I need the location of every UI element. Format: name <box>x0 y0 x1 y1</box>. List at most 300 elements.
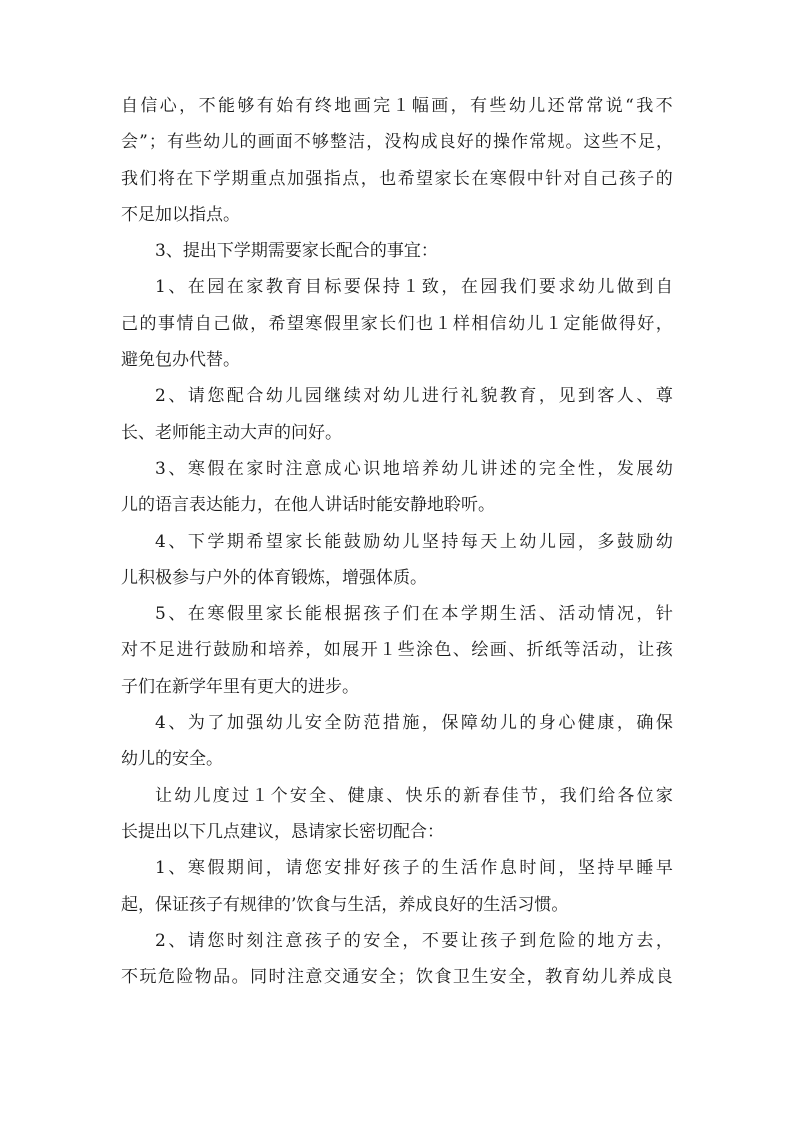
glyph: 保 <box>655 713 673 734</box>
paragraph-line <box>121 415 673 451</box>
glyph: 长 <box>452 168 470 189</box>
glyph: 纸 <box>545 640 563 661</box>
glyph: 孩 <box>382 858 400 879</box>
glyph: 身 <box>538 713 556 734</box>
glyph: 不 <box>121 967 138 988</box>
glyph: 画 <box>257 132 275 153</box>
glyph: 能 <box>581 313 599 334</box>
glyph: 开 <box>360 640 378 661</box>
glyph: 幼 <box>508 313 526 334</box>
glyph: 安 <box>324 858 342 879</box>
glyph: 措 <box>382 713 400 734</box>
glyph: １ <box>434 313 452 334</box>
glyph: 长 <box>304 531 322 552</box>
glyph: 对 <box>121 640 138 661</box>
line-text: 长提出以下几点建议，恳请家长密切配合： <box>121 821 444 842</box>
glyph: 全 <box>379 967 397 988</box>
glyph: 全 <box>324 713 342 734</box>
glyph: 画 <box>489 640 507 661</box>
glyph: 们 <box>578 785 596 806</box>
line-text: 3、提出下学期需要家长配合的事宜： <box>155 241 438 262</box>
glyph: 幼 <box>382 386 400 407</box>
glyph: 不 <box>139 640 157 661</box>
glyph: 有 <box>167 132 185 153</box>
paragraph-line <box>121 741 673 777</box>
glyph: 4 <box>155 713 166 734</box>
glyph: 见 <box>558 386 576 407</box>
paragraph-line <box>121 959 673 995</box>
glyph: 期 <box>226 858 244 879</box>
glyph: 的 <box>443 785 461 806</box>
glyph: 励 <box>231 640 249 661</box>
glyph: 全 <box>382 930 400 951</box>
glyph: 绘 <box>471 640 489 661</box>
glyph: 孩 <box>480 930 498 951</box>
line-text: 长、老师能主动大声的问好。 <box>121 422 342 443</box>
glyph: 、 <box>168 858 186 879</box>
glyph: 做 <box>600 313 618 334</box>
glyph: 规 <box>547 132 565 153</box>
glyph: 始 <box>276 96 294 116</box>
glyph: 到 <box>636 277 654 298</box>
glyph: 面 <box>275 132 293 153</box>
glyph: 希 <box>246 531 264 552</box>
line-text <box>121 632 673 668</box>
glyph: 好 <box>637 313 655 334</box>
glyph: 睡 <box>636 858 654 879</box>
glyph: 3 <box>155 458 166 479</box>
glyph: 持 <box>382 277 400 298</box>
glyph: ， <box>402 930 420 951</box>
glyph: 假 <box>207 858 225 879</box>
glyph: 学 <box>460 604 478 625</box>
glyph: 儿 <box>528 96 546 116</box>
glyph: “ <box>625 96 634 116</box>
glyph: 如 <box>323 640 341 661</box>
glyph: ” <box>139 132 148 153</box>
glyph: 坚 <box>421 531 439 552</box>
glyph: 况 <box>616 604 634 625</box>
paragraph-line <box>121 705 673 741</box>
glyph: 安 <box>363 930 381 951</box>
paragraph-line <box>121 378 673 414</box>
glyph: 早 <box>616 858 634 879</box>
glyph: 行 <box>194 640 212 661</box>
glyph: 食 <box>434 967 452 988</box>
glyph: １ <box>392 96 410 116</box>
glyph: 教 <box>499 386 517 407</box>
glyph: 了 <box>207 713 225 734</box>
paragraph-line <box>121 161 673 197</box>
glyph: 范 <box>363 713 381 734</box>
glyph: 家 <box>360 313 378 334</box>
glyph: 在 <box>460 277 478 298</box>
glyph: 间 <box>538 858 556 879</box>
glyph: 不 <box>198 96 216 116</box>
glyph: 活 <box>558 604 576 625</box>
glyph: 物 <box>194 967 212 988</box>
glyph: 、 <box>508 640 526 661</box>
glyph: 能 <box>304 604 322 625</box>
glyph: 每 <box>460 531 478 552</box>
glyph: 有 <box>470 96 488 116</box>
paragraph-line <box>121 306 673 342</box>
glyph: 心 <box>558 713 576 734</box>
glyph: 要 <box>538 277 556 298</box>
glyph: １ <box>379 640 397 661</box>
line-text: 幼儿的安全。 <box>121 749 223 770</box>
glyph: 识 <box>363 458 381 479</box>
glyph: 标 <box>324 277 342 298</box>
glyph: 的 <box>519 458 537 479</box>
glyph: 人 <box>616 386 634 407</box>
glyph: 们 <box>519 277 537 298</box>
glyph: 下 <box>194 168 212 189</box>
paragraph-line <box>121 233 673 269</box>
glyph: 障 <box>460 713 478 734</box>
glyph: 折 <box>526 640 544 661</box>
glyph: 家 <box>285 531 303 552</box>
line-text: 儿的语言表达能力，在他人讲话时能安静地聆听。 <box>121 495 495 516</box>
glyph: 客 <box>597 386 615 407</box>
glyph: 生 <box>471 967 489 988</box>
glyph: 强 <box>246 713 264 734</box>
glyph: 在 <box>226 458 244 479</box>
glyph: 性 <box>577 458 595 479</box>
glyph: 构 <box>402 132 420 153</box>
glyph: 幼 <box>508 96 526 116</box>
glyph: 在 <box>471 168 489 189</box>
glyph: 自 <box>655 277 673 298</box>
glyph: 自 <box>581 168 599 189</box>
glyph: 危 <box>538 930 556 951</box>
glyph: 望 <box>265 531 283 552</box>
glyph: 请 <box>285 858 303 879</box>
glyph: 常 <box>529 132 547 153</box>
glyph: 幼 <box>577 277 595 298</box>
glyph: 自 <box>194 313 212 334</box>
glyph: 目 <box>304 277 322 298</box>
paragraph-line <box>121 778 673 814</box>
glyph: 里 <box>246 604 264 625</box>
glyph: 涂 <box>416 640 433 661</box>
line-text <box>121 306 673 342</box>
glyph: 礼 <box>460 386 478 407</box>
glyph: 注 <box>285 458 303 479</box>
glyph: 长 <box>379 313 397 334</box>
glyph: 生 <box>441 858 459 879</box>
glyph: ， <box>538 386 556 407</box>
glyph: 活 <box>460 858 478 879</box>
glyph: 康 <box>366 785 384 806</box>
paragraph-line <box>121 524 673 560</box>
glyph: 您 <box>304 858 322 879</box>
glyph: 、 <box>168 386 186 407</box>
glyph: 等 <box>563 640 581 661</box>
glyph: 2 <box>155 930 166 951</box>
glyph: 过 <box>232 785 250 806</box>
glyph: 持 <box>441 531 459 552</box>
paragraph-line <box>121 669 673 705</box>
glyph: 幼 <box>519 531 537 552</box>
glyph: 能 <box>217 96 235 116</box>
glyph: 2 <box>155 386 166 407</box>
glyph: 教 <box>545 967 563 988</box>
glyph: 加 <box>226 713 244 734</box>
glyph: 相 <box>471 313 489 334</box>
glyph: 操 <box>493 132 510 153</box>
glyph: 地 <box>597 930 615 951</box>
glyph: 些 <box>489 96 507 116</box>
glyph: 寒 <box>207 604 225 625</box>
line-text: 不足加以指点。 <box>121 204 240 225</box>
glyph: 终 <box>314 96 332 116</box>
glyph: 在 <box>187 277 205 298</box>
glyph: 够 <box>237 96 255 116</box>
glyph: 个 <box>270 785 288 806</box>
glyph: 们 <box>397 313 415 334</box>
glyph: 貌 <box>480 386 498 407</box>
glyph: 时 <box>519 858 537 879</box>
glyph: 作 <box>480 858 498 879</box>
glyph: 间 <box>246 858 264 879</box>
glyph: 点 <box>342 168 360 189</box>
glyph: 孩 <box>618 168 636 189</box>
glyph: ， <box>526 967 544 988</box>
glyph: 、 <box>168 930 186 951</box>
glyph: 对 <box>563 168 581 189</box>
glyph: 寒 <box>187 858 205 879</box>
glyph: 将 <box>157 168 175 189</box>
glyph: 儿 <box>285 386 303 407</box>
glyph: 意 <box>304 458 322 479</box>
glyph: 在 <box>187 604 205 625</box>
glyph: ， <box>577 531 595 552</box>
line-text <box>155 850 673 886</box>
glyph: ， <box>360 168 378 189</box>
glyph: 重 <box>250 168 268 189</box>
glyph: 指 <box>323 168 341 189</box>
glyph: 学 <box>213 168 231 189</box>
glyph: 子 <box>324 930 342 951</box>
glyph: 到 <box>519 930 537 951</box>
paragraph-line <box>121 269 673 305</box>
glyph: 合 <box>246 386 264 407</box>
glyph: 子 <box>637 168 655 189</box>
glyph: 育 <box>285 277 303 298</box>
glyph: 时 <box>265 458 283 479</box>
glyph: 幅 <box>411 96 429 116</box>
glyph: 中 <box>526 168 544 189</box>
glyph: 5 <box>155 604 166 625</box>
glyph: 配 <box>226 386 244 407</box>
glyph: 信 <box>489 313 507 334</box>
glyph: 有 <box>295 96 313 116</box>
glyph: 进 <box>421 386 439 407</box>
glyph: 针 <box>655 604 673 625</box>
glyph: 让 <box>637 640 655 661</box>
glyph: 各 <box>617 785 635 806</box>
glyph: 让 <box>155 785 172 806</box>
glyph: 险 <box>558 930 576 951</box>
glyph: 色 <box>434 640 452 661</box>
glyph: 家 <box>655 785 673 806</box>
line-text <box>121 124 673 160</box>
glyph: 保 <box>441 713 459 734</box>
glyph: １ <box>545 313 563 334</box>
glyph: １ <box>251 785 269 806</box>
glyph: 要 <box>343 277 361 298</box>
glyph: 乐 <box>424 785 442 806</box>
glyph: 注 <box>265 930 283 951</box>
line-text <box>121 959 673 995</box>
glyph: 我 <box>121 168 138 189</box>
glyph: 儿 <box>597 277 615 298</box>
glyph: 活 <box>519 604 537 625</box>
glyph: 培 <box>402 458 420 479</box>
line-text: 避免包办代替。 <box>121 350 240 371</box>
glyph: 些 <box>397 640 415 661</box>
glyph: 成 <box>324 458 342 479</box>
glyph: 展 <box>342 640 360 661</box>
glyph: 情 <box>176 313 194 334</box>
paragraph-line <box>121 560 673 596</box>
glyph: 要 <box>441 930 459 951</box>
glyph: 据 <box>343 604 361 625</box>
glyph: 针 <box>545 168 563 189</box>
glyph: ， <box>421 713 439 734</box>
glyph: 不 <box>619 132 637 153</box>
glyph: 己 <box>121 313 138 334</box>
paragraph-line <box>121 342 673 378</box>
glyph: 施 <box>402 713 420 734</box>
paragraph-line <box>121 197 673 233</box>
glyph: 让 <box>460 930 478 951</box>
line-text: 儿积极参与户外的体育锻炼，增强体质。 <box>121 567 427 588</box>
glyph: 也 <box>416 313 433 334</box>
glyph: 学 <box>207 531 225 552</box>
glyph: 子 <box>402 858 420 879</box>
glyph: 度 <box>212 785 230 806</box>
glyph: 险 <box>176 967 194 988</box>
glyph: 我 <box>636 96 654 116</box>
glyph: 不 <box>293 132 311 153</box>
glyph: 、 <box>386 785 404 806</box>
glyph: 卫 <box>452 967 470 988</box>
glyph: 做 <box>616 277 634 298</box>
glyph: ， <box>450 96 468 116</box>
glyph: 画 <box>431 96 449 116</box>
line-text <box>155 705 673 741</box>
glyph: 品 <box>213 967 231 988</box>
glyph: 方 <box>616 930 634 951</box>
glyph: 动 <box>600 640 618 661</box>
glyph: 成 <box>637 967 655 988</box>
glyph: 不 <box>655 96 673 116</box>
glyph: 意 <box>285 930 303 951</box>
glyph: 寒 <box>305 313 323 334</box>
line-text <box>155 778 673 814</box>
glyph: 根 <box>324 604 342 625</box>
glyph: 注 <box>286 967 304 988</box>
glyph: 防 <box>343 713 361 734</box>
glyph: 够 <box>311 132 329 153</box>
glyph: 、 <box>168 713 186 734</box>
glyph: 的 <box>421 858 439 879</box>
glyph: 幼 <box>441 458 459 479</box>
glyph: 儿 <box>402 386 420 407</box>
line-text <box>155 596 673 632</box>
glyph: 园 <box>304 386 322 407</box>
glyph: 我 <box>559 785 577 806</box>
glyph: 幼 <box>265 713 283 734</box>
glyph: 儿 <box>221 132 239 153</box>
glyph: 的 <box>139 313 157 334</box>
glyph: 全 <box>309 785 327 806</box>
glyph: 儿 <box>460 458 478 479</box>
glyph: 鼓 <box>343 531 361 552</box>
glyph: 早 <box>655 858 673 879</box>
glyph: 新 <box>463 785 481 806</box>
glyph: 期 <box>226 531 244 552</box>
paragraph-line <box>121 88 673 124</box>
glyph: 佳 <box>501 785 519 806</box>
glyph: 这 <box>583 132 601 153</box>
glyph: 园 <box>480 277 498 298</box>
glyph: 己 <box>600 168 618 189</box>
glyph: 得 <box>618 313 636 334</box>
glyph: 完 <box>373 96 391 116</box>
line-text: 起，保证孩子有规律的’饮食与生活，养成良好的生活习惯。 <box>121 894 569 915</box>
glyph: 天 <box>480 531 498 552</box>
glyph: 假 <box>207 458 225 479</box>
glyph: 在 <box>176 168 194 189</box>
paragraph-line <box>121 487 673 523</box>
glyph: 会 <box>121 132 138 153</box>
glyph: 养 <box>421 458 439 479</box>
glyph: 点 <box>268 168 286 189</box>
paragraph-line <box>121 632 673 668</box>
glyph: 幼 <box>382 531 400 552</box>
glyph: 意 <box>305 967 323 988</box>
glyph: ， <box>618 640 636 661</box>
glyph: 己 <box>213 313 231 334</box>
glyph: ， <box>655 313 673 334</box>
glyph: 坚 <box>577 858 595 879</box>
paragraph-line <box>121 814 673 850</box>
glyph: 幼 <box>203 132 221 153</box>
glyph: ， <box>305 640 323 661</box>
glyph: ， <box>655 132 673 153</box>
line-text <box>155 451 673 487</box>
glyph: 的 <box>474 132 492 153</box>
glyph: 。 <box>231 967 249 988</box>
glyph: ， <box>265 858 283 879</box>
glyph: 健 <box>347 785 365 806</box>
glyph: 没 <box>384 132 402 153</box>
glyph: 活 <box>581 640 599 661</box>
glyph: 作 <box>511 132 529 153</box>
glyph: 持 <box>597 858 615 879</box>
glyph: 强 <box>305 168 323 189</box>
glyph: 家 <box>246 277 264 298</box>
glyph: 还 <box>547 96 565 116</box>
glyph: 常 <box>566 96 584 116</box>
line-text <box>155 269 673 305</box>
paragraph-line <box>121 850 673 886</box>
glyph: 幼 <box>655 531 673 552</box>
glyph: 教 <box>265 277 283 298</box>
